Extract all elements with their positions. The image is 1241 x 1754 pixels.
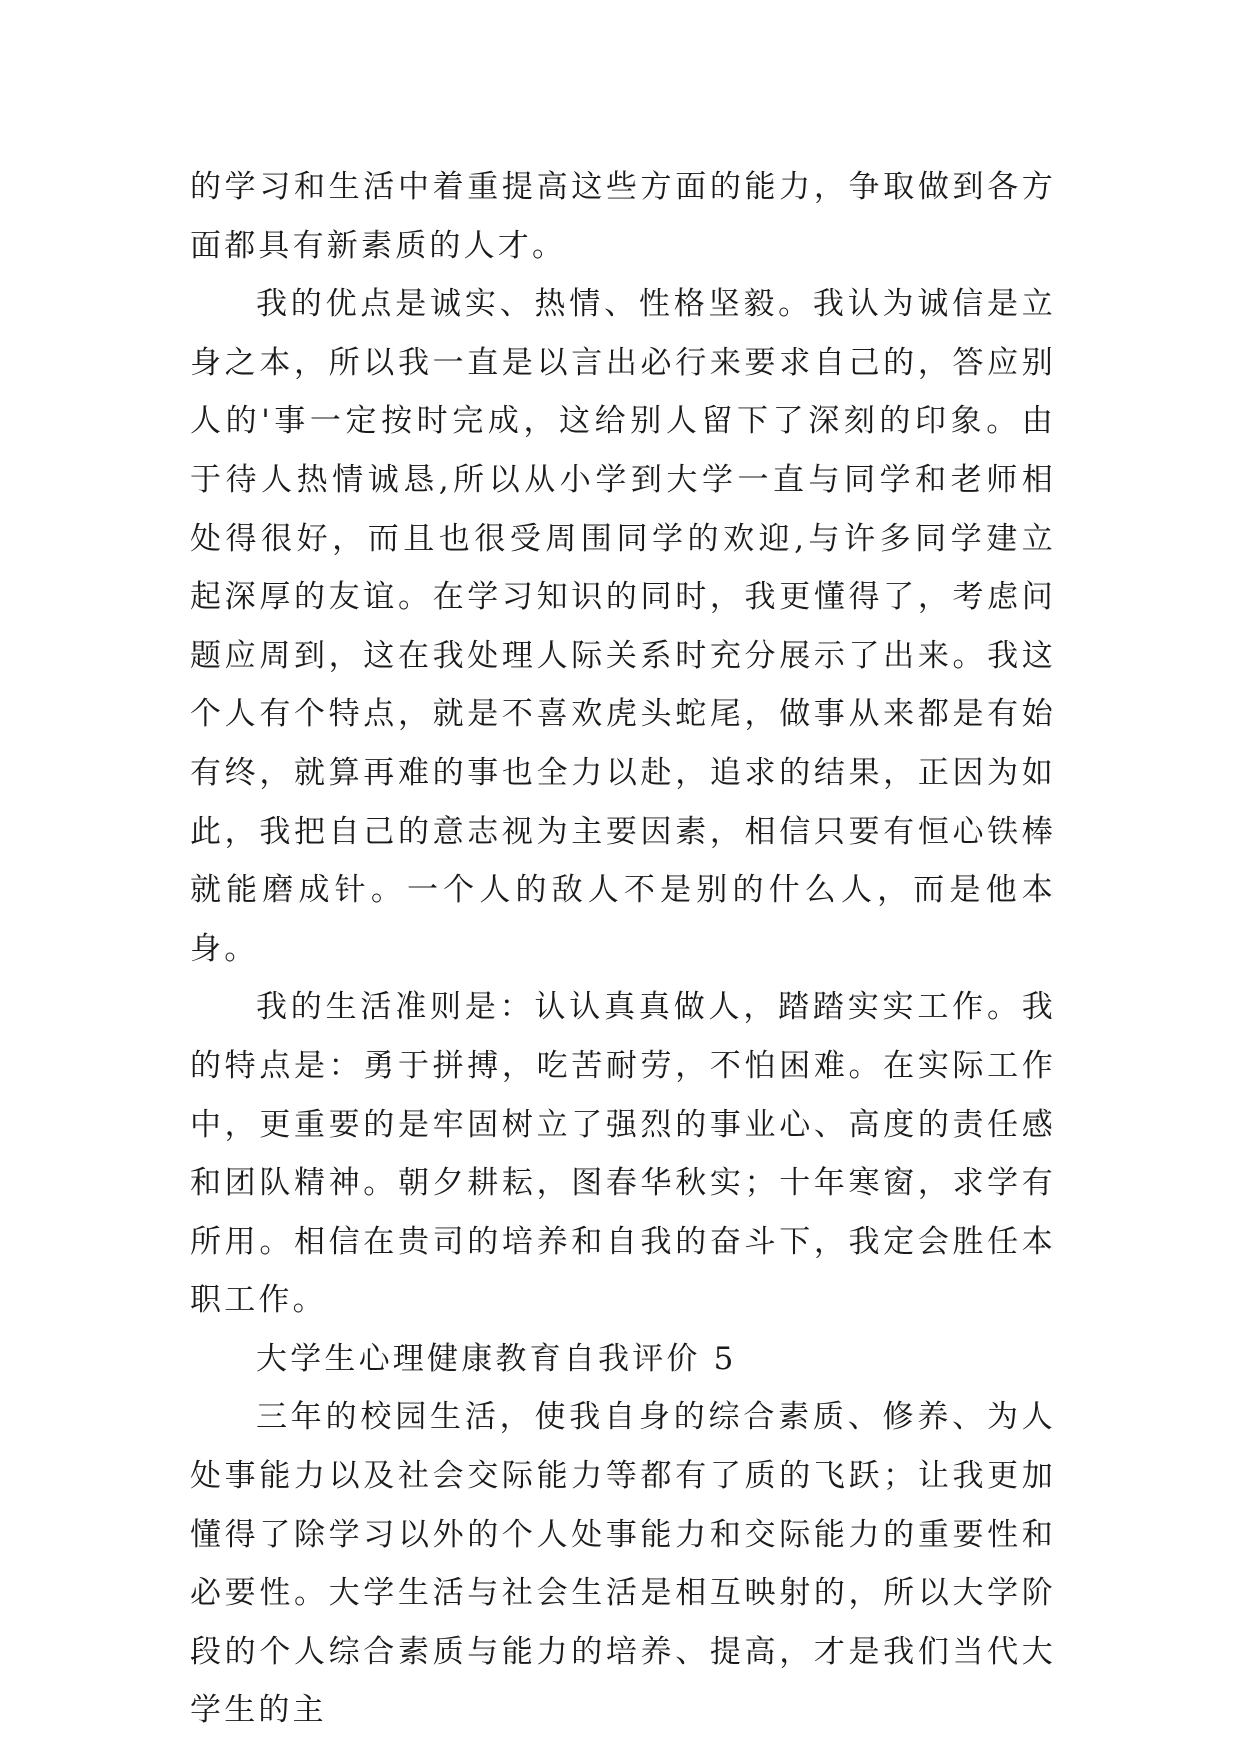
paragraph-life-principles: 我的生活准则是：认认真真做人，踏踏实实工作。我的特点是：勇于拼搏，吃苦耐劳，不怕困难。在实际工作中，更重要的是牢固树立了强烈的事业心、高度的责任感和团队精神。朝夕耕耘，图春华秋实；十年寒窗，求学有所用。相信在贵司的培养和自我的奋斗下，我定会胜任本职工作。 — [190, 989, 1056, 1319]
paragraph-strengths: 我的优点是诚实、热情、性格坚毅。我认为诚信是立身之本，所以我一直是以言出必行来要求自己的，答应别人的'事一定按时完成，这给别人留下了深刻的印象。由于待人热情诚恳,所以从小学到大学一直与同学和老师相处得很好，而且也很受周围同学的欢迎,与许多同学建立起深厚的友谊。在学习知识的同时，我更懂得了，考虑问题应周到，这在我处理人际关系时充分展示了出来。我这个人有个特点，就是不喜欢虎头蛇尾，做事从来都是有始有终，就算再难的事也全力以赴，追求的结果，正因为如此，我把自己的意志视为主要因素，相信只要有恒心铁棒就能磨成针。一个人的敌人不是别的什么人，而是他本身。 — [190, 286, 1056, 967]
paragraph-campus-life: 三年的校园生活，使我自身的综合素质、修养、为人处事能力以及社会交际能力等都有了质的飞跃；让我更加懂得了除学习以外的个人处事能力和交际能力的重要性和必要性。大学生活与社会生活是相互映射的，所以大学阶段的个人综合素质与能力的培养、提高，才是我们当代大学生的主 — [190, 1399, 1056, 1729]
document-body — [190, 158, 1056, 1740]
section-heading: 大学生心理健康教育自我评价 5 — [256, 1340, 737, 1377]
paragraph-continuation: 的学习和生活中着重提高这些方面的能力，争取做到各方面都具有新素质的人才。 — [190, 169, 1056, 264]
